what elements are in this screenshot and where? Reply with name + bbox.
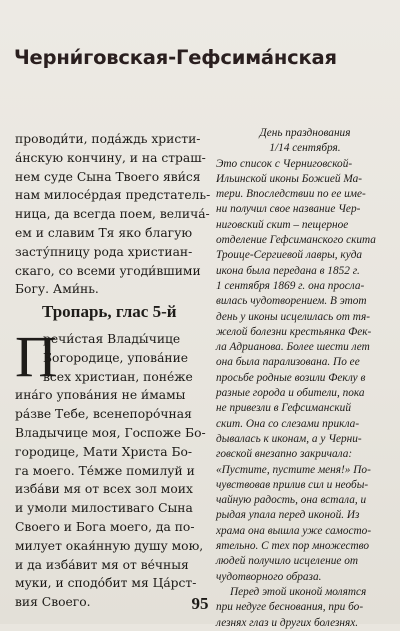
page-heading: Черни́говская-Гефсима́нская xyxy=(14,46,337,69)
text-line: всех христиан, поне́же xyxy=(43,369,193,384)
text-line: рыдая упала перед иконой. Из xyxy=(216,509,360,522)
text-line: ниговский скит – пещерное xyxy=(216,218,349,231)
text-line: 1 сентября 1869 г. она просла- xyxy=(216,279,365,292)
text-line: Богу. Ами́нь. xyxy=(15,282,99,297)
text-line: ница, да всегда поем, велича́- xyxy=(15,207,210,222)
text-line: желой болезни крестьянка Фек- xyxy=(216,325,372,338)
text-line: Ильинской иконы Божией Ма- xyxy=(216,172,363,185)
page-number: 95 xyxy=(191,594,209,613)
text-line: и умоли милостиваго Сына xyxy=(15,501,193,516)
text-line: ни получил свое название Чер- xyxy=(216,203,361,216)
text-line: Это список с Черниговской- xyxy=(216,157,353,170)
text-line: Владычице моя, Госпоже Бо- xyxy=(15,425,206,440)
feast-day-title: День празднования xyxy=(259,127,351,139)
text-line: дывалась к иконам, а у Черни- xyxy=(216,432,362,445)
troparion-text xyxy=(15,324,215,612)
text-line: проводи́ти, пода́ждь христи- xyxy=(15,132,201,146)
text-line: нам милосе́рдая предстатель- xyxy=(15,188,211,203)
text-line: при недуге беснования, при бо- xyxy=(216,601,364,614)
text-line: речи́стая Влады́чице xyxy=(43,332,181,346)
text-line: ятельно. С тех пор множество xyxy=(216,540,370,553)
text-line: засту́пницу рода христиан- xyxy=(15,244,193,259)
text-line: вилась чудотворением. В этот xyxy=(216,295,367,308)
text-line: га моего. Те́мже помилуй и xyxy=(15,463,195,478)
text-line: а́нскую кончину, и на страш- xyxy=(15,150,206,165)
text-line: скит. Она со слезами прикла- xyxy=(216,417,360,430)
text-line: людей получило исцеление от xyxy=(216,555,359,568)
text-line: просьбе родные возили Феклу в xyxy=(216,371,366,384)
text-line: скаго, со всеми угоди́вшими xyxy=(15,263,201,278)
text-line: икона была передана в 1852 г. xyxy=(216,264,360,277)
text-line: Перед этой иконой молятся xyxy=(230,585,367,598)
text-line: отделение Гефсиманского скита xyxy=(216,234,376,247)
text-line: муки, и сподо́бит мя Ца́рст- xyxy=(15,576,197,591)
drop-cap: П xyxy=(15,324,57,389)
text-line: вия Своего. xyxy=(15,595,91,610)
text-line: чайную радость, она встала, и xyxy=(216,494,367,507)
troparion-title: Тропарь, глас 5-й xyxy=(42,302,177,321)
text-line: не привезли в Гефсиманский xyxy=(216,402,351,415)
text-line: Троице-Сергиевой лавры, куда xyxy=(216,249,363,262)
text-line: нем суде Сына Твоего яви́ся xyxy=(15,169,201,184)
prayer-ending-text xyxy=(15,130,211,299)
text-line: изба́ви мя от всех зол моих xyxy=(15,482,193,497)
icon-history-text xyxy=(216,126,394,631)
text-line: говской внезапно закричала: xyxy=(216,448,353,461)
text-line: милует окая́нную душу мою, xyxy=(15,538,204,553)
text-line: ем и славим Тя яко благую xyxy=(15,225,193,240)
text-line: чувствовав прилив сил и необы- xyxy=(216,478,369,491)
text-line: лезнях глаз и других болезнях. xyxy=(216,616,359,629)
text-line: день у иконы исцелилась от тя- xyxy=(216,310,371,323)
text-line: ра́зве Тебе, всенепоро́чная xyxy=(15,407,192,422)
text-line: храма она вышла уже самосто- xyxy=(216,524,372,537)
feast-day-date: 1/14 сентября. xyxy=(269,142,341,155)
text-line: разные города и обители, пока xyxy=(216,387,365,400)
text-line: она была парализована. По ее xyxy=(216,356,360,369)
text-line: чудотворного образа. xyxy=(216,570,322,583)
text-line: Богородице, упова́ние xyxy=(43,350,189,365)
text-line: городице, Мати Христа Бо- xyxy=(15,444,193,459)
text-line: ла Адрианова. Более шести лет xyxy=(216,341,370,354)
text-line: «Пустите, пустите меня!» По- xyxy=(216,463,371,476)
text-line: тери. Впоследствии по ее име- xyxy=(216,188,366,201)
text-line: ина́го упова́ния не и́мамы xyxy=(15,388,186,403)
text-line: и да изба́вит мя от ве́чныя xyxy=(15,557,189,572)
text-line: Своего и Бога моего, да по- xyxy=(15,519,195,534)
